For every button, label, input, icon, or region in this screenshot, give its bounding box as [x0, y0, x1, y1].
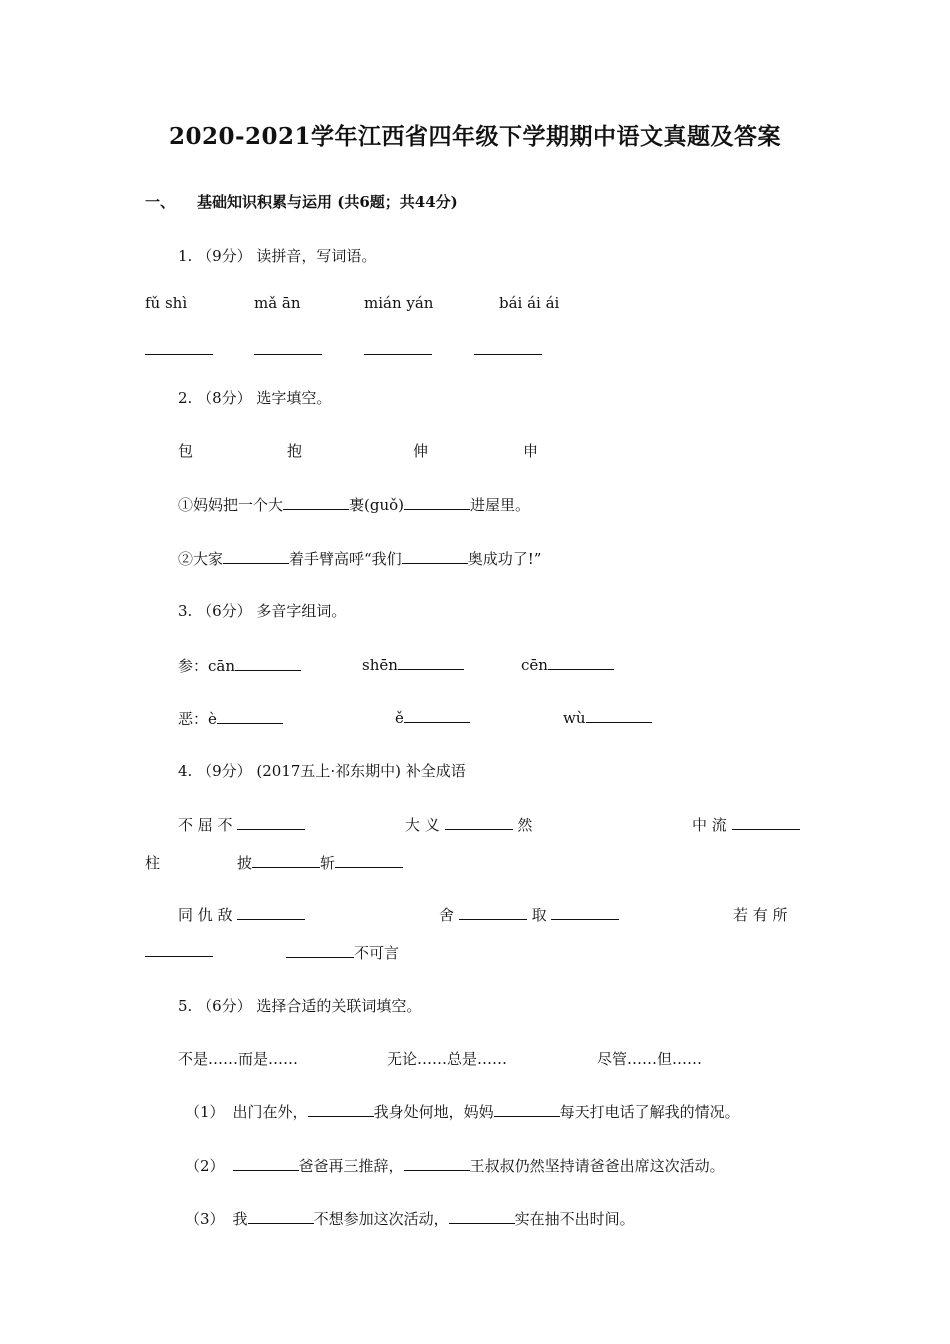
answer-blank[interactable] — [548, 655, 614, 670]
idiom-1: 不 屈 不 — [178, 814, 305, 835]
answer-blank[interactable] — [474, 340, 542, 355]
answer-blank[interactable] — [283, 495, 349, 510]
answer-blank[interactable] — [335, 853, 403, 868]
idiom-8: 不可言 — [286, 942, 399, 963]
char-option: 抱 — [287, 442, 303, 460]
answer-blank[interactable] — [308, 1102, 374, 1117]
idiom-6: 舍 取 — [439, 904, 619, 925]
answer-blank[interactable] — [237, 905, 305, 920]
answer-blank[interactable] — [145, 942, 213, 957]
document-title: 2020-2021学年江西省四年级下学期期中语文真题及答案 — [168, 123, 782, 150]
section-heading — [145, 191, 458, 212]
answer-blank[interactable] — [235, 656, 301, 671]
idiom-5: 同 仇 敌 — [178, 904, 305, 925]
question-2-heading: 2. （8分） 选字填空。 — [178, 389, 332, 407]
answer-blank[interactable] — [233, 1156, 299, 1171]
section-label: 基础知识积累与运用 (共6题；共44分) — [197, 193, 458, 211]
conjunction-option: 无论……总是…… — [387, 1050, 508, 1068]
pinyin-1: fǔ shì — [145, 294, 188, 312]
answer-blank[interactable] — [586, 708, 652, 723]
answer-blank[interactable] — [145, 340, 213, 355]
answer-blank[interactable] — [494, 1102, 560, 1117]
answer-blank[interactable] — [404, 708, 470, 723]
polyphone-can-1: 参：cān — [178, 655, 301, 676]
answer-blank[interactable] — [217, 709, 283, 724]
answer-blank[interactable] — [449, 1209, 515, 1224]
answer-blank[interactable] — [402, 549, 468, 564]
idiom-2: 大 义 然 — [405, 816, 533, 834]
pinyin-2: mǎ ān — [254, 294, 301, 312]
answer-blank[interactable] — [732, 815, 800, 830]
answer-blank[interactable] — [223, 549, 289, 564]
pinyin-3: mián yán — [364, 294, 434, 312]
char-option: 申 — [523, 442, 539, 460]
conjunction-sentence-1: （1） 出门在外， 我身处何地，妈妈 每天打电话了解我的情况。 — [185, 1103, 740, 1121]
question-5-heading: 5. （6分） 选择合适的关联词填空。 — [178, 997, 422, 1015]
idiom-4: 披 斩 — [237, 852, 403, 873]
answer-blank[interactable] — [404, 1156, 470, 1171]
fill-sentence-2: ②大家 着手臂高呼“我们 奥成功了!” — [178, 550, 542, 568]
answer-blank[interactable] — [237, 815, 305, 830]
fill-sentence-1: ①妈妈把一个大 裹(guǒ) 进屋里。 — [178, 496, 531, 514]
conjunction-sentence-2: （2） 爸爸再三推辞， 王叔叔仍然坚持请爸爸出席这次活动。 — [185, 1157, 725, 1175]
answer-blank[interactable] — [286, 943, 354, 958]
idiom-3: 中 流 — [692, 814, 800, 835]
polyphone-can-3: cēn — [521, 655, 614, 674]
section-number: 一、 — [145, 193, 176, 211]
idiom-7: 若 有 所 — [733, 906, 788, 924]
question-1-heading: 1. （9分） 读拼音，写词语。 — [178, 247, 377, 265]
answer-blank[interactable] — [398, 655, 464, 670]
polyphone-e-2: ě — [395, 708, 470, 727]
conjunction-option: 不是……而是…… — [178, 1050, 299, 1068]
conjunction-sentence-3: （3） 我 不想参加这次活动， 实在抽不出时间。 — [185, 1210, 635, 1228]
conjunction-option: 尽管……但…… — [597, 1050, 703, 1068]
idiom-3-end: 柱 — [145, 854, 161, 872]
question-3-heading: 3. （6分） 多音字组词。 — [178, 602, 347, 620]
answer-blank[interactable] — [551, 905, 619, 920]
answer-blank[interactable] — [252, 853, 320, 868]
answer-blank[interactable] — [445, 815, 513, 830]
question-4-heading: 4. （9分） (2017五上·祁东期中) 补全成语 — [178, 762, 466, 780]
polyphone-can-2: shēn — [362, 655, 464, 674]
char-option: 伸 — [413, 442, 429, 460]
answer-blank[interactable] — [459, 905, 527, 920]
answer-blank[interactable] — [254, 340, 322, 355]
polyphone-e-3: wù — [563, 708, 652, 727]
answer-blank[interactable] — [248, 1209, 314, 1224]
polyphone-e-1: 恶：è — [178, 708, 283, 729]
pinyin-4: bái ái ái — [499, 294, 560, 312]
answer-blank[interactable] — [404, 495, 470, 510]
answer-blank[interactable] — [364, 340, 432, 355]
char-option: 包 — [178, 442, 194, 460]
